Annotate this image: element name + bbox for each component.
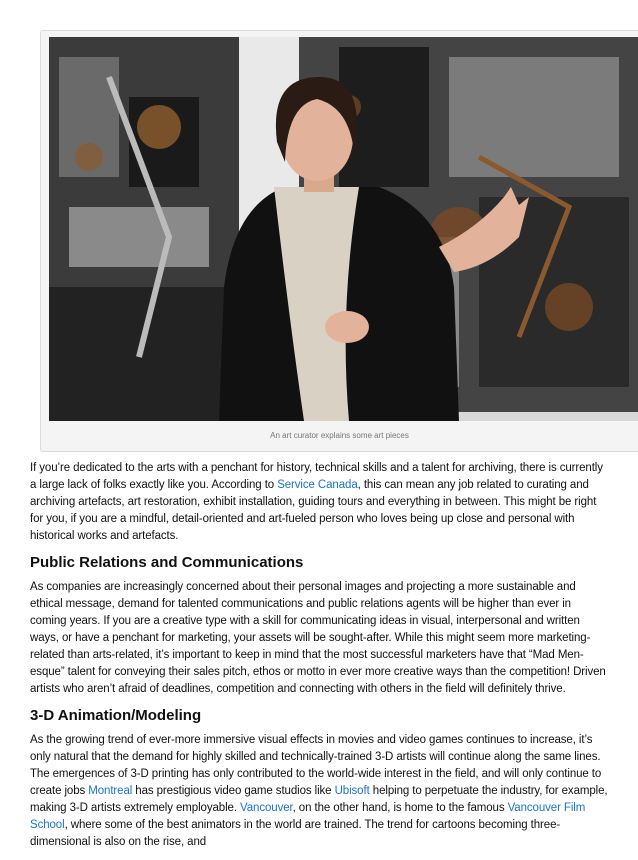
photo-caption: An art curator explains some art pieces [270,431,409,440]
paragraph-archiving: If you’re dedicated to the arts with a penchant for history, technical skills and a talent for archiving, there is currently a large lack of folks exactly like you. According to Service Canada, this can mean any job related to curating and archiving artefacts, art restoration, exhibit installation, guiding tours and everything in between. This might be right for you, if you are a mindful, detail-oriented and art-fueled person who loves being up close and personal with historical works and artefacts. [30,462,603,542]
heading-3d-animation: 3-D Animation/Modeling [30,707,202,724]
link-vancouver-film-school[interactable]: Vancouver Film School [30,802,586,831]
paragraph-public-relations: As companies are increasingly concerned about their personal images and projecting a more sustainable and ethical message, demand for talented communications and public relations agents will be higher than ever in coming years. If you are a creative type with a skill for communicating ideas in visual, interpersonal and written ways, or have a penchant for marketing, your assets will be sought-after. While this might seem more marketing-related than arts-related, it’s important to keep in mind that the most successful marketers have that “Mad Men-esque” talent for conveying their sales pitch, ethos or motto in ever more creative ways than the competition! Driven artists who aren’t afraid of deadlines, competition and connecting with others in the field will definitely thrive. [30,581,606,695]
curator-photo [49,37,638,421]
paragraph-3d-animation: As the growing trend of ever-more immersive visual effects in movies and video games continues to increase, it’s only natural that the demand for highly skilled and technically-trained 3-D artists will continue along the same lines. The emergences of 3-D printing has only contributed to the world-wide interest in the field, and will only continue to create jobs Montreal has prestigious video game studios like Ubisoft helping to perpetuate the industry, for example, making 3-D artists extremely employable. Vancouver, on the other hand, is home to the famous Vancouver Film School, where some of the best animators in the world are trained. The trend for cartoons becoming three-dimensional is also on the rise, and [30,734,608,848]
link-service-canada[interactable]: Service Canada [277,479,358,491]
link-ubisoft[interactable]: Ubisoft [334,785,370,797]
link-vancouver[interactable]: Vancouver [240,802,293,814]
heading-public-relations: Public Relations and Communications [30,554,304,571]
link-montreal[interactable]: Montreal [88,785,133,797]
photo-figure [40,30,638,452]
article-body [30,460,608,860]
